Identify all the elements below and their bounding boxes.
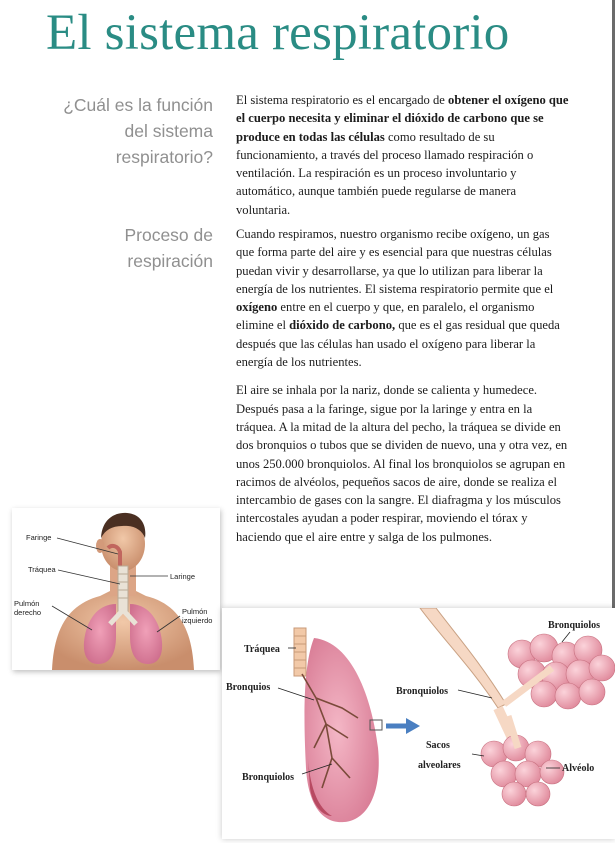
label-faringe: Faringe bbox=[26, 533, 52, 542]
respiratory-system-illustration bbox=[12, 508, 220, 670]
lung-alveoli-illustration bbox=[222, 608, 615, 839]
label-pulmon-izquierdo: Pulmón bbox=[182, 607, 208, 616]
section2-heading-line: Proceso de bbox=[124, 225, 213, 245]
label-traquea: Tráquea bbox=[244, 644, 280, 655]
label-traquea: Tráquea bbox=[28, 565, 56, 574]
label-pulmon-derecho: derecho bbox=[14, 608, 42, 617]
label-sacos-alveolares: Sacos bbox=[426, 740, 450, 751]
paragraph bbox=[236, 225, 570, 371]
text-run: como resultado de su funcionamiento, a través del proceso llamado respiración o ventilación. La respiración es un proceso involuntario y automático, aunque también puede regularse de manera voluntaria. bbox=[236, 129, 534, 217]
label-laringe: Laringe bbox=[170, 572, 196, 581]
label-bronquiolos-top: Bronquiolos bbox=[548, 620, 601, 631]
respiratory-system-figure bbox=[12, 508, 220, 670]
text-run: Cuando respiramos, nuestro organismo recibe oxígeno, un gas que forma parte del aire y es esencial para que nuestras células puedan vivir y desarrollarse, ya que lo utilizan para liberar la energía de los nutrientes. El sistema respiratorio permite que el bbox=[236, 227, 554, 296]
section2-heading-line: respiración bbox=[127, 251, 213, 271]
section1-heading-line: del sistema bbox=[124, 121, 213, 141]
bold-run: obtener el oxígeno que el cuerpo necesita y eliminar el dióxido de carbono que se produce en todas las células bbox=[236, 93, 569, 144]
page-title: El sistema respiratorio bbox=[46, 5, 510, 61]
paragraph: El aire se inhala por la nariz, donde se calienta y humedece. Después pasa a la faringe, sigue por la laringe y entra en la tráquea. A la mitad de la altura del pecho, la tráquea se divide en dos bronquios o tubos que se dividen de nuevo, una y otra vez, en unos 250.000 bronquiolos. Al final los bronquiolos se agrupan en racimos de alvéolos, pequeños sacos de aire, donde se realiza el intercambio de gases con la sangre. El diafragma y los músculos intercostales ayudan a poder respirar, moviendo el tórax y haciendo que el aire entre y salga de los pulmones. bbox=[236, 383, 568, 544]
label-bronquiolos-left: Bronquiolos bbox=[242, 772, 295, 783]
label-alveolo: Alvéolo bbox=[562, 763, 595, 774]
section1-heading bbox=[60, 92, 213, 170]
label-pulmon-izquierdo: izquierdo bbox=[182, 616, 213, 625]
text-run: que es el gas residual que queda después que las células han usado el oxígeno para liberar la energía de los nutrientes. bbox=[236, 318, 560, 370]
section1-text bbox=[236, 91, 570, 219]
label-bronquiolos-mid: Bronquiolos bbox=[396, 686, 449, 697]
label-sacos-alveolares: alveolares bbox=[418, 760, 461, 771]
section1-heading-line: ¿Cuál es la función bbox=[63, 95, 213, 115]
bold-run: dióxido de carbono, bbox=[289, 318, 396, 333]
text-run: El sistema respiratorio es el encargado de bbox=[236, 93, 449, 107]
lung-alveoli-figure bbox=[222, 608, 615, 839]
section2-heading bbox=[80, 222, 213, 274]
section1-heading-line: respiratorio? bbox=[115, 147, 213, 167]
label-pulmon-derecho: Pulmón bbox=[14, 599, 40, 608]
section2-text bbox=[236, 225, 570, 546]
text-run: entre en el cuerpo y que, en paralelo, el organismo elimine el bbox=[236, 300, 535, 333]
bold-run: oxígeno bbox=[236, 300, 278, 315]
label-bronquios: Bronquios bbox=[226, 682, 271, 693]
